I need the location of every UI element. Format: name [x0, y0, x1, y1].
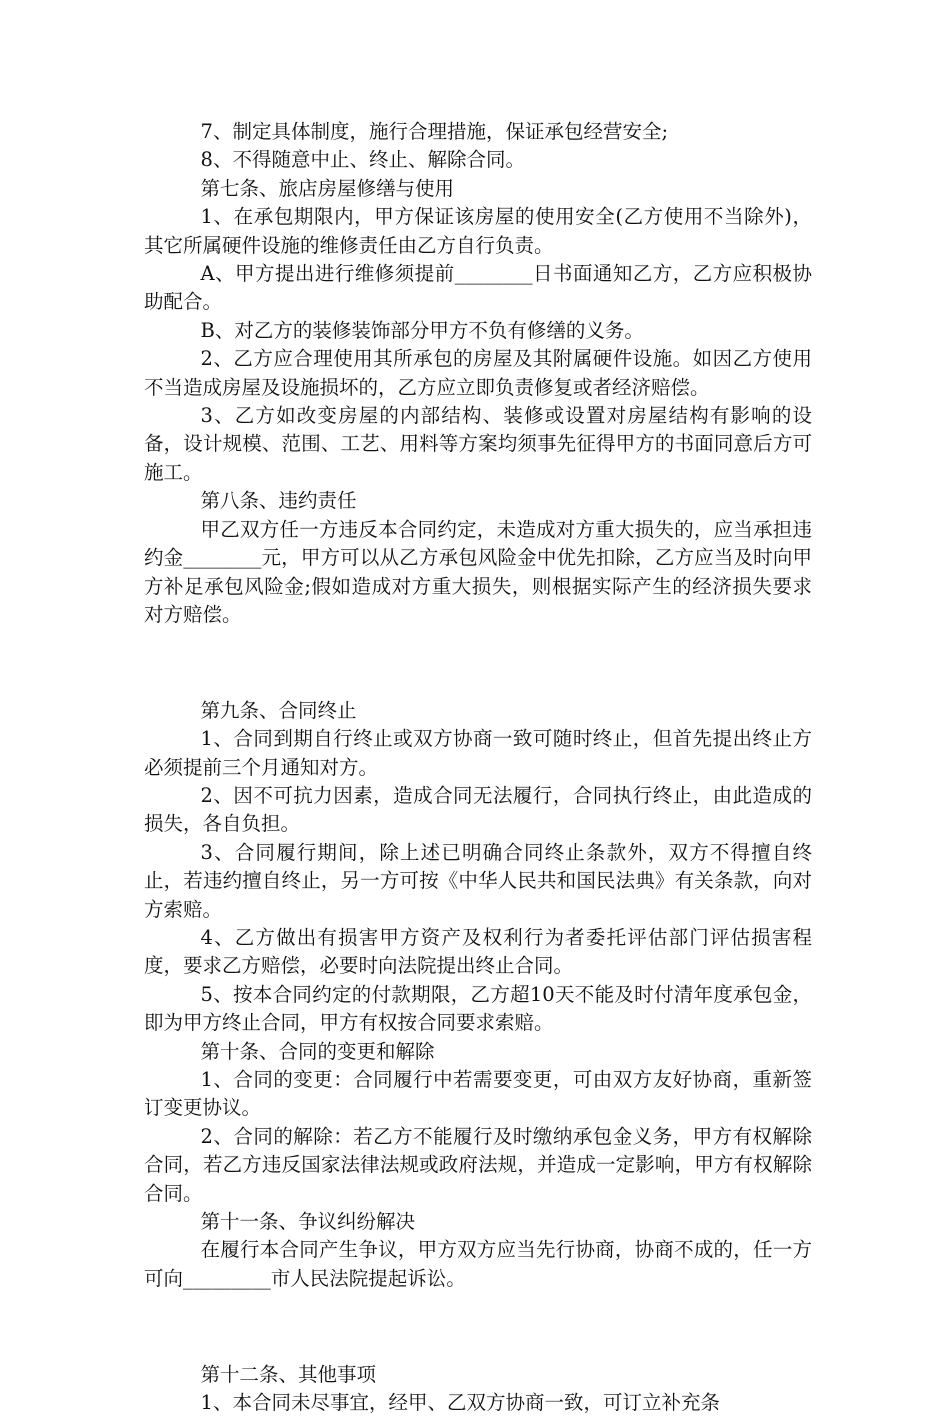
paragraph: 1、合同的变更：合同履行中若需要变更，可由双方友好协商，重新签订变更协议。: [144, 1067, 812, 1120]
section-heading: 第十条、合同的变更和解除: [200, 1039, 435, 1063]
document-page: [144, 118, 812, 1417]
section-heading: 第七条、旅店房屋修缮与使用: [200, 176, 455, 200]
section-heading: 第十二条、其他事项: [200, 1362, 377, 1386]
paragraph: 4、乙方做出有损害甲方资产及权利行为者委托评估部门评估损害程度，要求乙方赔偿，必要时向法院提出终止合同。: [144, 925, 812, 978]
paragraph: 甲乙双方任一方违反本合同约定，未造成对方重大损失的，应当承担违约金________元，甲方可以从乙方承包风险金中优先扣除，乙方应当及时向甲方补足承包风险金;假如造成对方重大损失，则根据实际产生的经济损失要求对方赔偿。: [144, 517, 812, 626]
paragraph: 1、本合同未尽事宜，经甲、乙双方协商一致，可订立补充条: [200, 1391, 720, 1415]
paragraph: 5、按本合同约定的付款期限，乙方超10天不能及时付清年度承包金，即为甲方终止合同，甲方有权按合同要求索赔。: [144, 982, 812, 1035]
blank-line: [144, 1313, 812, 1341]
paragraph: 7、制定具体制度，施行合理措施，保证承包经营安全;: [200, 120, 669, 143]
section-heading: 第十一条、争议纠纷解决: [200, 1210, 416, 1234]
blank-line: [144, 649, 812, 677]
section-heading: 第九条、合同终止: [200, 698, 357, 722]
paragraph: 1、在承包期限内，甲方保证该房屋的使用安全(乙方使用不当除外)，其它所属硬件设施的维修责任由乙方自行负责。: [144, 205, 812, 257]
paragraph: 2、乙方应合理使用其所承包的房屋及其附属硬件设施。如因乙方使用不当造成房屋及设施损坏的，乙方应立即负责修复或者经济赔偿。: [144, 347, 812, 399]
paragraph: 2、合同的解除：若乙方不能履行及时缴纳承包金义务，甲方有权解除合同，若乙方违反国家法律法规或政府法规，并造成一定影响，甲方有权解除合同。: [144, 1124, 812, 1205]
paragraph: B、对乙方的装修装饰部分甲方不负有修缮的义务。: [200, 318, 644, 342]
paragraph: 1、合同到期自行终止或双方协商一致可随时终止，但首先提出终止方必须提前三个月通知对方。: [144, 727, 812, 779]
paragraph: 3、合同履行期间，除上述已明确合同终止条款外，双方不得擅自终止，若违约擅自终止，另一方可按《中华人民共和国民法典》有关条款，向对方索赔。: [144, 840, 812, 921]
paragraph: 8、不得随意中止、终止、解除合同。: [200, 148, 525, 172]
paragraph: 2、因不可抗力因素，造成合同无法履行，合同执行终止，由此造成的损失，各自负担。: [144, 783, 812, 836]
paragraph: 在履行本合同产生争议，甲方双方应当先行协商，协商不成的，任一方可向_________市人民法院提起诉讼。: [144, 1238, 812, 1290]
section-heading: 第八条、违约责任: [200, 489, 357, 513]
paragraph: A、甲方提出进行维修须提前________日书面通知乙方，乙方应积极协助配合。: [144, 262, 812, 314]
paragraph: 3、乙方如改变房屋的内部结构、装修或设置对房屋结构有影响的设备，设计规模、范围、工艺、用料等方案均须事先征得甲方的书面同意后方可施工。: [144, 404, 812, 484]
